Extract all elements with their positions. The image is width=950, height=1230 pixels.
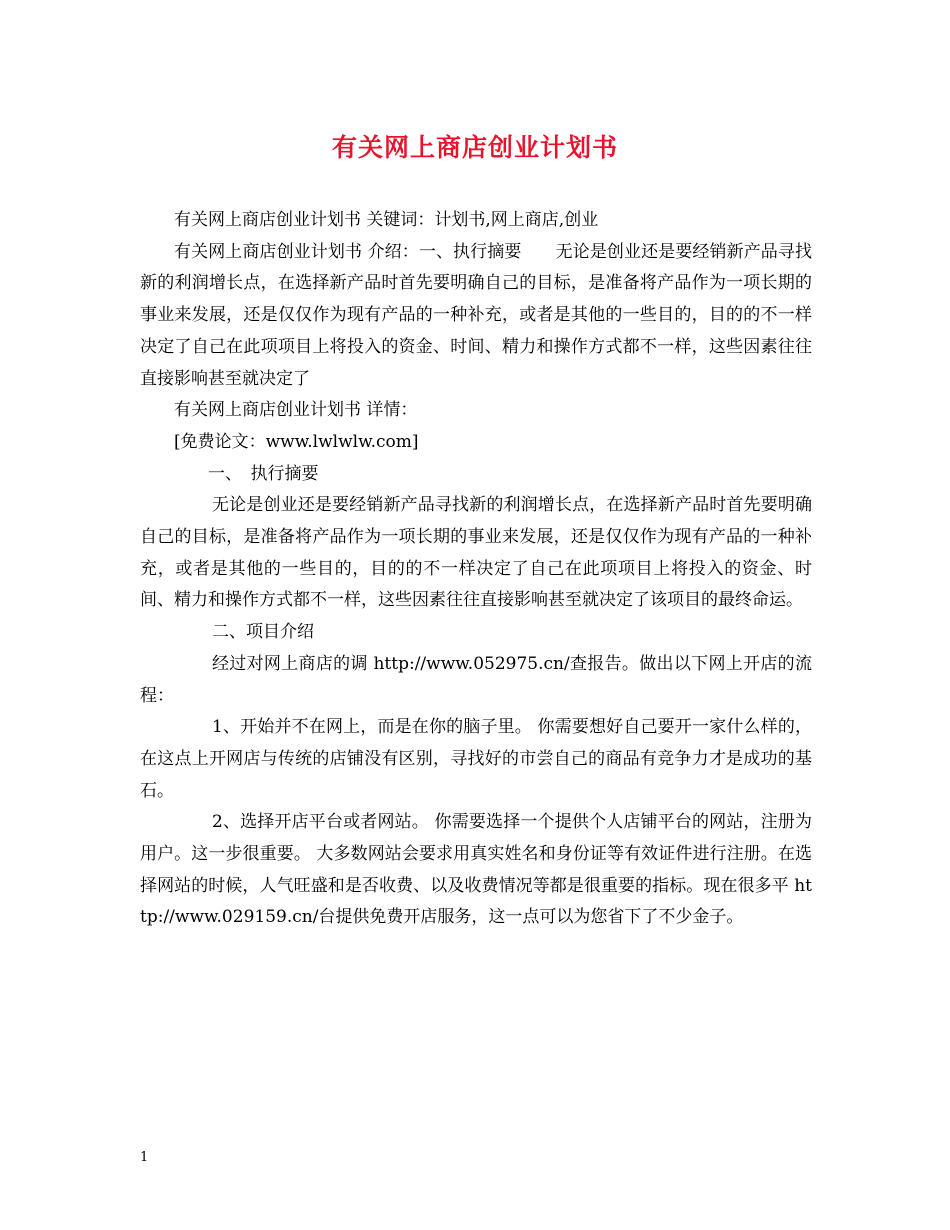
section-heading-executive-summary: 一、 执行摘要	[208, 463, 319, 484]
step-one-paragraph: 1、开始并不在网上，而是在你的脑子里。 你需要想好自己要开一家什么样的，在这点上开网店与传统的店铺没有区别，寻找好的市尝自己的商品有竞争力才是成功的基石。	[140, 717, 812, 801]
source-note: [免费论文：www.lwlwlw.com]	[174, 431, 419, 452]
executive-summary-paragraph: 无论是创业还是要经销新产品寻找新的利润增长点，在选择新产品时首先要明确自己的目标，是准备将产品作为一项长期的事业来发展，还是仅仅作为现有产品的一种补充，或者是其他的一些目的，目的的不一样决定了自己在此项项目上将投入的资金、时间、精力和操作方式都不一样，这些因素往往直接影响甚至就决定了该项目的最终命运。	[140, 495, 812, 611]
introduction-paragraph: 有关网上商店创业计划书 介绍：一、执行摘要 无论是创业还是要经销新产品寻找新的利润增长点，在选择新产品时首先要明确自己的目标，是准备将产品作为一项长期的事业来发展，还是仅仅作为现有产品的一种补充，或者是其他的一些目的，目的的不一样决定了自己在此项项目上将投入的资金、时间、精力和操作方式都不一样，这些因素往往直接影响甚至就决定了	[140, 241, 812, 389]
section-heading-project-intro: 二、项目介绍	[212, 622, 314, 643]
project-intro-paragraph: 经过对网上商店的调 http://www.052975.cn/查报告。做出以下网上开店的流程：	[140, 653, 812, 706]
keywords-paragraph: 有关网上商店创业计划书 关键词：计划书,网上商店,创业	[174, 210, 599, 230]
details-label: 有关网上商店创业计划书 详情：	[174, 400, 418, 421]
page-number: 1	[140, 1150, 149, 1165]
document-body	[140, 205, 812, 934]
document-title: 有关网上商店创业计划书	[331, 133, 618, 162]
step-two-paragraph: 2、选择开店平台或者网站。 你需要选择一个提供个人店铺平台的网站，注册为用户。这一步很重要。 大多数网站会要求用真实姓名和身份证等有效证件进行注册。在选择网站的时候，人气旺盛和是否收费、以及收费情况等都是很重要的指标。现在很多平 http://www.029159.cn/台提供免费开店服务，这一点可以为您省下了不少金子。	[140, 812, 812, 928]
